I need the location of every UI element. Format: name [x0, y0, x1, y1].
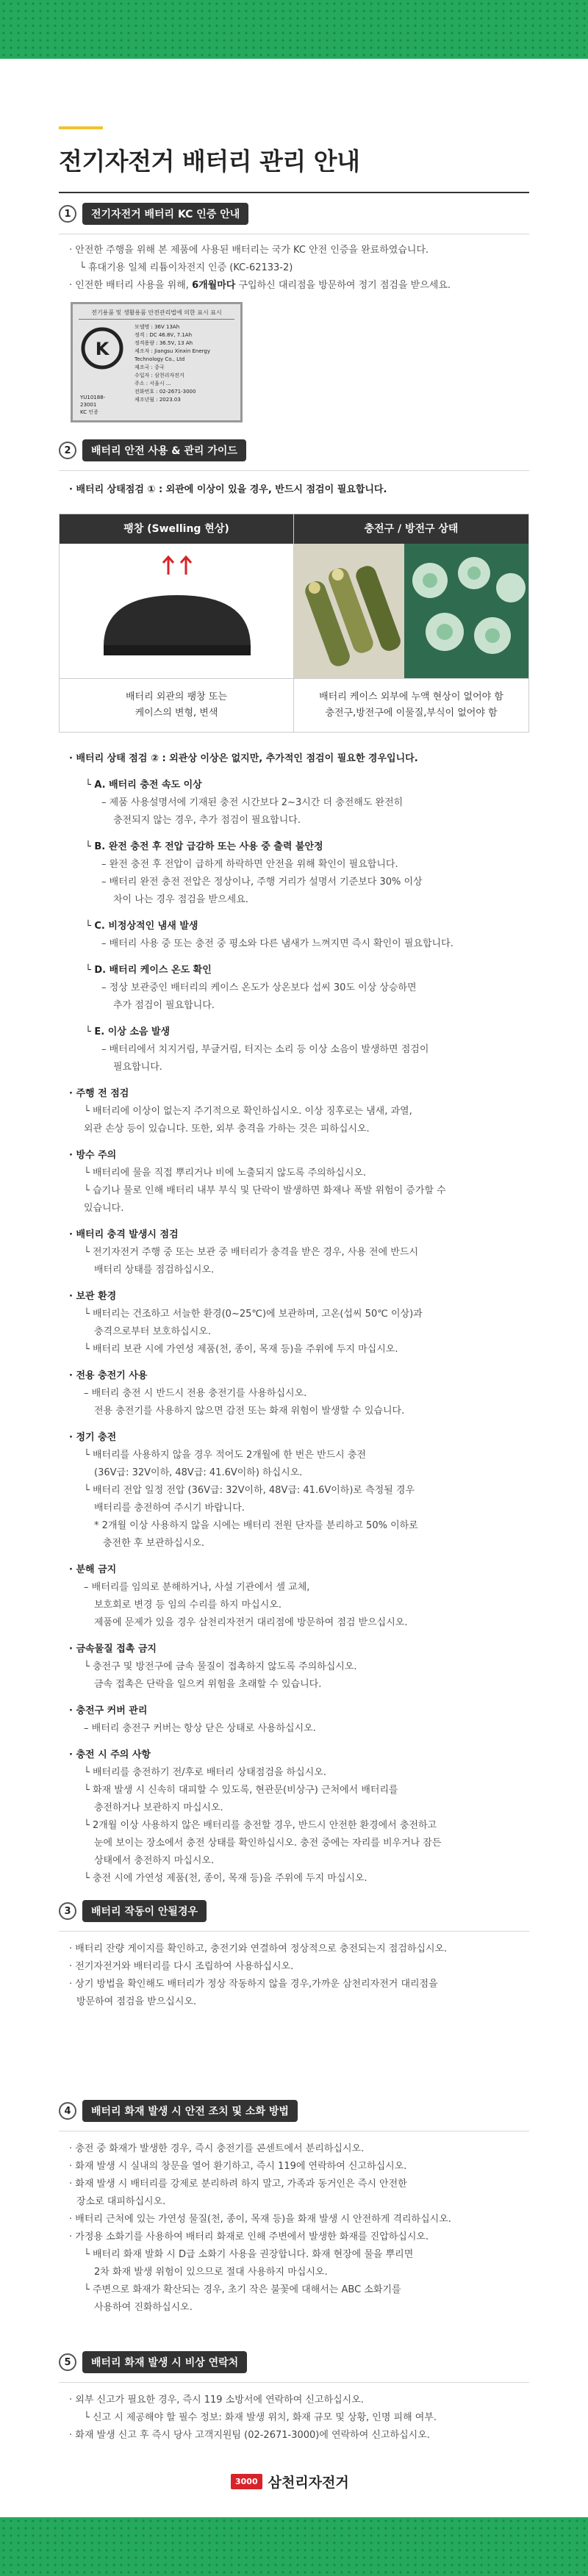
guide-categories — [59, 1085, 529, 1888]
section-number-badge: 2 — [59, 442, 76, 459]
check-heading-1: · 배터리 상태점검 ① : 외관에 이상이 있을 경우, 반드시 점검이 필요합니다. — [69, 484, 387, 495]
title-divider — [59, 192, 529, 193]
section-number-badge: 4 — [59, 2102, 76, 2120]
kc-line: · 인전한 배터리 사용을 위해, 6개월마다 구입하신 대리점을 방문하여 정기 점검을 받으세요. — [69, 280, 451, 291]
top-pattern-banner — [0, 0, 588, 59]
section-safety-guide — [59, 439, 529, 1888]
section-title: 배터리 화재 발생 시 비상 연락처 — [82, 2351, 247, 2373]
corroded-terminal-image — [294, 544, 528, 679]
section-number-badge: 3 — [59, 1902, 76, 1920]
guide-category: · 배터리 충격 발생시 점검 └ 전기자전거 주행 중 또는 보관 중 배터리가 충격을 받은 경우, 사용 전에 반드시 배터리 상태를 점검하십시오. — [69, 1229, 418, 1276]
check-items — [59, 777, 529, 1076]
section-kc-certification — [59, 203, 529, 422]
check-heading-2: · 배터리 상태 점검 ② : 외관상 이상은 없지만, 추가적인 점검이 필요한 경우입니다. — [69, 753, 418, 764]
table-header: 충전구 / 방전구 상태 — [294, 514, 528, 544]
guide-category: · 금속물질 접촉 금지 └ 충전구 및 방전구에 금속 물질이 접촉하지 않도록 주의하십시오. 금속 접촉은 단락을 일으켜 위험을 초래할 수 있습니다. — [69, 1644, 357, 1690]
kc-line: └ 휴대기용 일체 리튬이차전지 인증 (KC-62133-2) — [79, 262, 293, 273]
guide-category: · 충전 시 주의 사항 └ 배터리를 충전하기 전/후로 배터리 상태점검을 하십시오. └ 화재 발생 시 신속히 대피할 수 있도록, 현관문(비상구) 근처에서 배터리를 충전하거나 보관하지 마십시오. └ 2개월 이상 사용하지 않은 배터리를 충전할 경우, 반드시 안전한 환경에서 충전하고 눈에 보이는 장소에서 충전 상태를 확인하십시오. 충전 중에는 자리를 비우거나 잠든 상태에서 충전하지 마십시오. └ 충전 시에 가연성 제품(천, 종이, 목재 등)을 주위에 두지 마십시오. — [69, 1749, 442, 1884]
section-number-badge: 5 — [59, 2353, 76, 2371]
kc-mark-icon — [80, 326, 124, 388]
guide-category: · 충전구 커버 관리 – 배터리 충전구 커버는 항상 닫은 상태로 사용하십시오. — [69, 1705, 316, 1734]
guide-category: · 전용 충전기 사용 – 배터리 충전 시 반드시 전용 충전기를 사용하십시오. 전용 충전기를 사용하지 않으면 감전 또는 화재 위험이 발생할 수 있습니다. — [69, 1370, 405, 1417]
guide-category: · 방수 주의 └ 배터리에 물을 직접 뿌리거나 비에 노출되지 않도록 주의하십시오. └ 습기나 물로 인해 배터리 내부 부식 및 단락이 발생하면 화재나 폭발 위험이 증가할 수 있습니다. — [69, 1150, 446, 1214]
section-not-working: 3 배터리 작동이 안될경우 · 배터리 잔량 게이지를 확인하고, 충전기와 연결하여 정상적으로 충전되는지 점검하십시오. · 전기자전거와 배터리를 다시 조립하여 사용하십시오. · 상기 방법을 확인해도 배터리가 정상 작동하지 않을 경우,가까운 삼천리자전거 대리점을 방문하여 점검을 받으십시오. — [59, 1900, 529, 2011]
kc-label-image: 전기용품 및 생활용품 안전관리법에 의한 표시 표시 K 모델명 : 36V 13Ah 정격 : DC 46.8V, 7.1Ah 정격용량 : 36.5V, 13 Ah 제조자 : Jiangsu Xinxin Energy Technology Co., Ltd 제조국 : 중국 수입자 : 삼천리자전거 주소 : 서울시 ... 전화번호 : 02-2671-3000 제조년월 : 2023.03 YU10188- 23001 KC 인증 — [71, 302, 243, 422]
guide-category: · 보관 환경 └ 배터리는 건조하고 서늘한 환경(0~25℃)에 보관하며, 고온(섭씨 50℃ 이상)과 충격으로부터 보호하십시오. └ 배터리 보관 시에 가연성 제품(천, 종이, 목재 등)을 주위에 두지 마십시오. — [69, 1291, 423, 1355]
swelling-battery-image — [60, 544, 293, 679]
check-item: └ C. 비정상적인 냄새 발생 – 배터리 사용 중 또는 충전 중 평소와 다른 냄새가 느껴지면 즉시 확인이 필요합니다. — [85, 921, 453, 949]
check-item: └ A. 배터리 충전 속도 이상 – 제품 사용설명서에 기재된 충전 시간보다 2~3시간 더 충전해도 완전히 충전되지 않는 경우, 추가 점검이 필요합니다. — [85, 780, 404, 826]
kc-line: · 안전한 주행을 위해 본 제품에 사용된 배터리는 국가 KC 안전 인증을 완료하였습니다. — [69, 245, 429, 256]
section-title: 전기자전거 배터리 KC 인증 안내 — [82, 203, 248, 225]
guide-category: · 분해 금지 – 배터리를 임의로 분해하거나, 사설 기관에서 셀 교체, 보호회로 변경 등 임의 수리를 하지 마십시오. 제품에 문제가 있을 경우 삼천리자전거 대리점에 방문하여 점검 받으십시오. — [69, 1564, 408, 1628]
section-emergency-contact: 5 배터리 화재 발생 시 비상 연락처 · 외부 신고가 필요한 경우, 즉시 119 소방서에 연락하여 신고하십시오. └ 신고 시 제공해야 할 필수 정보: 화재 발생 위치, 화재 규모 및 상황, 인명 피해 여부. · 화재 발생 신고 후 즉시 당사 고객지원팀 (02-2671-3000)에 연락하여 신고하십시오. — [59, 2351, 529, 2444]
section-title: 배터리 안전 사용 & 관리 가이드 — [82, 439, 246, 461]
section-title: 배터리 작동이 안될경우 — [82, 1900, 207, 1922]
section-title: 배터리 화재 발생 시 안전 조치 및 소화 방법 — [82, 2100, 298, 2122]
check-item: └ B. 완전 충전 후 전압 급감하 또는 사용 중 출력 불안정 – 완전 충전 후 전압이 급하게 하락하면 안전을 위해 확인이 필요합니다. – 배터리 완전 충전 전압은 정상이나, 주행 거리가 설명서 기준보다 30% 이상 차이 나는 경우 점검을 받으세요. — [85, 841, 423, 905]
guide-category: · 정기 충전 └ 배터리를 사용하지 않을 경우 적어도 2개월에 한 번은 반드시 충전 (36V급: 32V이하, 48V급: 41.6V이하) 하십시오. └ 배터리 전압 일정 전압 (36V급: 32V이하, 48V급: 41.6V이하)로 측정될 경우 배터리를 충전하여 주시기 바랍니다. * 2개월 이상 사용하지 않을 시에는 배터리 전원 단자를 분리하고 50% 이하로 충전한 후 보관하십시오. — [69, 1432, 418, 1549]
brand-mark-icon: 3000 — [231, 2474, 262, 2489]
brand-name: 삼천리자전거 — [268, 2475, 349, 2491]
accent-bar — [59, 126, 103, 129]
page-title: 전기자전거 배터리 관리 안내 — [59, 147, 360, 176]
brand-logo — [231, 2472, 349, 2492]
table-header: 팽창 (Swelling 현상) — [60, 514, 293, 544]
section-number-badge: 1 — [59, 205, 76, 223]
guide-category: · 주행 전 점검 └ 배터리에 이상이 없는지 주기적으로 확인하십시오. 이상 징후로는 냄새, 과열, 외관 손상 등이 있습니다. 또한, 외부 충격을 가하는 것은 피하십시오. — [69, 1088, 412, 1134]
section-fire-response: 4 배터리 화재 발생 시 안전 조치 및 소화 방법 · 충전 중 화재가 발생한 경우, 즉시 충전기를 콘센트에서 분리하십시오. · 화재 발생 시 실내의 창문을 열어 환기하고, 즉시 119에 연락하여 신고하십시오. · 화재 발생 시 배터리를 강제로 분리하려 하지 말고, 가족과 동거인은 즉시 안전한 장소로 대피하십시오. · 배터리 근처에 있는 가연성 물질(천, 종이, 목재 등)을 화재 발생 시 안전하게 격리하십시오. · 가정용 소화기를 사용하여 배터리 화재로 인해 주변에서 발생한 화재를 진압하십시오. └ 배터리 화재 발화 시 D급 소화기 사용을 권장합니다. 화재 현장에 물을 뿌리면 2차 화재 발생 위험이 있으므로 절대 사용하지 마십시오. └ 주변으로 화재가 확산되는 경우, 초기 작은 불꽃에 대해서는 ABC 소화기를 사용하여 진화하십시오. — [59, 2100, 529, 2317]
check-item: └ D. 배터리 케이스 온도 확인 – 정상 보관중인 배터리의 케이스 온도가 상온보다 섭씨 30도 이상 상승하면 추가 점검이 필요합니다. — [85, 965, 417, 1011]
inspection-table: 팽창 (Swelling 현상) 배터리 외관의 팽창 또는 케이스의 변형, 변색 충전구 / 방전구 상태 배터리 케이스 외부에 누액 현상이 없어야 함 충전구,방전구에 이물질,부식이 없어야 함 — [59, 514, 529, 733]
svg-text:K: K — [95, 339, 110, 359]
header — [59, 59, 529, 193]
bottom-pattern-banner — [0, 2517, 588, 2576]
check-item: └ E. 이상 소음 발생 – 배터리에서 치지거림, 부글거림, 터지는 소리 등 이상 소음이 발생하면 점검이 필요합니다. — [85, 1026, 429, 1073]
